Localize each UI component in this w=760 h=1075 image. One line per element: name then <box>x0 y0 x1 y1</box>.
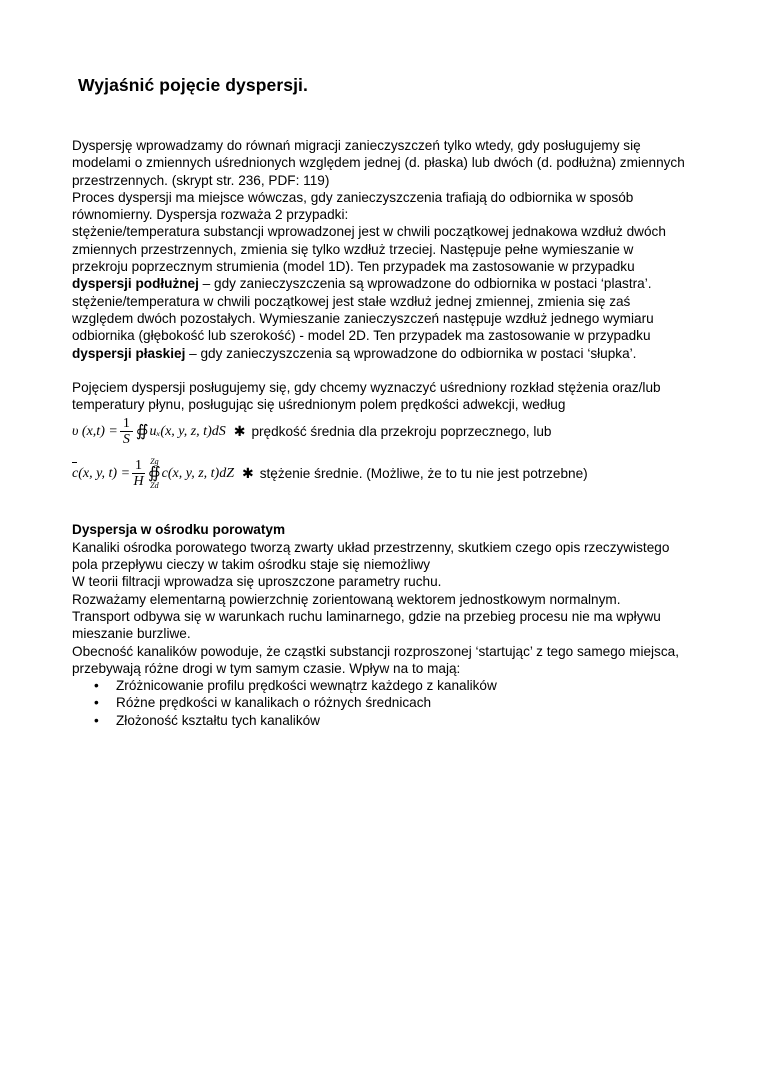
formula-2-lhs-rest: (x, y, t) = <box>78 465 131 481</box>
formula-average-concentration <box>72 451 692 495</box>
formula-average-velocity <box>72 413 692 450</box>
formula-2-description: stężenie średnie. (Możliwe, że to tu nie jest potrzebne) <box>259 465 588 481</box>
porous-paragraph-4: Transport odbywa się w warunkach ruchu laminarnego, gdzie na przebieg procesu nie ma wpływu mieszanie burzliwe. <box>72 608 661 642</box>
formula-1-fraction-numerator: 1 <box>120 416 133 432</box>
formula-2-lhs-c-bar: c <box>72 465 79 481</box>
case-1-paragraph <box>72 223 692 292</box>
formula-1-integral <box>136 424 149 439</box>
case-2-text-a: stężenie/temperatura w chwili początkowej jest stałe wzdłuż jednej zmiennej, zmienia się zaś względem dwóch pozostałych. Wymieszanie zanieczyszczeń następuje wzdłuż jednego wymiaru odbiornika (głębokość lub szerokość) - model 2D. Ten przypadek ma zastosowanie w przypadku <box>72 293 654 344</box>
asterisk-icon: ✱ <box>233 423 246 440</box>
list-item: • Zróżnicowanie profilu prędkości wewnątrz każdego z kanalików <box>72 677 692 694</box>
formula-1-integrand: uₓ(x, y, z, t)dS <box>149 424 226 440</box>
list-item: • Różne prędkości w kanalikach o różnych średnicach <box>72 694 692 711</box>
intro-paragraph-2: Proces dyspersji ma miejsce wówczas, gdy zanieczyszczenia trafiają do odbiornika w sposób równomierny. Dyspersja rozważa 2 przypadki: <box>72 189 634 223</box>
formula-2-expression <box>72 457 234 490</box>
formula-1-description: prędkość średnia dla przekroju poprzecznego, lub <box>251 424 552 440</box>
surface-integral-icon: ∯ <box>135 423 149 441</box>
formula-2-upper-limit: Zg <box>150 456 159 466</box>
formula-2-lower-limit: Zd <box>150 480 159 490</box>
porous-paragraph-5: Obecność kanalików powoduje, że cząstki substancji rozproszonej ‘startując’ z tego samego miejsca, przebywają różne drogi w tym samym czasie. Wpływ na to mają: <box>72 643 679 676</box>
formula-1-fraction <box>120 416 133 447</box>
case-2-bold-term: dyspersji płaskiej <box>72 345 186 361</box>
formula-2-integrand: c(x, y, z, t)dZ <box>161 465 234 481</box>
case-2-text-b: – gdy zanieczyszczenia są wprowadzone do odbiornika w postaci ‘słupka’. <box>185 345 637 361</box>
surface-integral-icon: ∯ <box>148 464 161 482</box>
formula-2-fraction-numerator: 1 <box>132 458 145 474</box>
concept-paragraph: Pojęciem dyspersji posługujemy się, gdy chcemy wyznaczyć uśredniony rozkład stężenia oraz/lub temperatury płynu, posługując się uśrednionym polem prędkości adwekcji, według <box>72 379 661 413</box>
factors-list <box>72 677 692 729</box>
formula-2-integral <box>148 457 161 490</box>
formula-2-fraction-denominator: H <box>133 473 144 489</box>
formula-2-fraction <box>132 458 145 489</box>
porous-paragraph-1: Kanaliki ośrodka porowatego tworzą zwarty układ przestrzenny, skutkiem czego opis rzeczywistego pola przepływu cieczy w takim ośrodku staje się niemożliwy <box>72 539 670 573</box>
formula-1-expression <box>72 416 226 447</box>
porous-paragraph-3: Rozważamy elementarną powierzchnię zorientowaną wektorem jednostkowym normalnym. <box>72 591 621 607</box>
porous-heading <box>72 521 692 538</box>
formula-1-lhs: υ (x,t) = <box>72 424 118 440</box>
case-1-text-b: – gdy zanieczyszczenia są wprowadzone do odbiornika w postaci ‘plastra’. <box>198 276 652 292</box>
asterisk-icon: ✱ <box>242 464 254 481</box>
list-item: • Złożoność kształtu tych kanalików <box>72 712 692 729</box>
document-body <box>72 137 692 729</box>
porous-heading-text: Dyspersja w ośrodku porowatym <box>72 522 286 538</box>
formula-1-fraction-denominator: S <box>122 432 130 448</box>
case-1-bold-term: dyspersji podłużnej <box>72 276 199 292</box>
page-title: Wyjaśnić pojęcie dyspersji. <box>78 75 308 95</box>
porous-paragraph-2: W teorii filtracji wprowadza się uproszczone parametry ruchu. <box>72 574 442 590</box>
intro-paragraph-1: Dyspersję wprowadzamy do równań migracji zanieczyszczeń tylko wtedy, gdy posługujemy się modelami o zmiennych uśrednionych względem jednej (d. płaska) lub dwóch (d. podłużna) zmiennych przestrzennych. (skrypt str. 236, PDF: 119) <box>72 138 685 188</box>
case-1-text-a: stężenie/temperatura substancji wprowadzonej jest w chwili początkowej jednakowa wzdłuż dwóch zmiennych przestrzennych, zmienia się tylko wzdłuż trzeciej. Następuje pełne wymieszanie w przekroju poprzecznym strumienia (model 1D). Ten przypadek ma zastosowanie w przypadku <box>72 224 666 275</box>
case-2-paragraph <box>72 293 692 362</box>
